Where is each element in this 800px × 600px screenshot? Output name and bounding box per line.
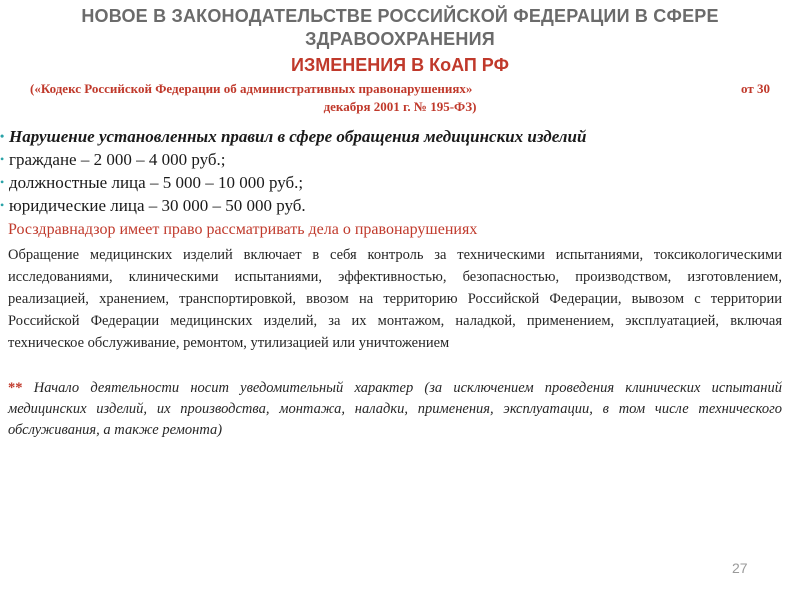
source-line-2: декабря 2001 г. № 195-ФЗ) <box>323 99 477 114</box>
bullet-icon: • <box>0 152 5 166</box>
authority-statement: Росздравнадзор имеет право рассматривать дела о правонарушениях <box>8 221 478 238</box>
bullet-icon: • <box>0 129 5 143</box>
source-reference <box>30 80 770 116</box>
bullet-item <box>0 194 790 217</box>
page-number: 27 <box>732 560 748 576</box>
bullet-item <box>0 148 790 171</box>
source-right: от 30 <box>741 81 770 96</box>
bullet-item <box>0 171 790 194</box>
source-row <box>30 80 770 98</box>
note-text: Начало деятельности носит уведомительный характер (за исключением проведения клинических испытаний медицинских изделий, их производства, монтажа, наладки, применения, эксплуатации, в том числе технического обслуживания, а также ремонта) <box>8 380 782 438</box>
note-paragraph <box>8 378 782 441</box>
bullet-icon: • <box>0 175 5 189</box>
title-block <box>0 5 800 77</box>
bullet-text: Нарушение установленных правил в сфере обращения медицинских изделий <box>9 127 587 146</box>
slide-subtitle: ИЗМЕНЕНИЯ В КоАП РФ <box>291 55 509 75</box>
bullet-list <box>0 125 790 217</box>
bullet-item <box>0 125 790 148</box>
note-marker: ** <box>8 380 23 396</box>
slide-title-line-1: НОВОЕ В ЗАКОНОДАТЕЛЬСТВЕ РОССИЙСКОЙ ФЕДЕРАЦИИ В СФЕРЕ <box>81 6 719 26</box>
bullet-text: граждане – 2 000 – 4 000 руб.; <box>9 150 226 169</box>
bullet-text: должностные лица – 5 000 – 10 000 руб.; <box>9 173 304 192</box>
source-left: («Кодекс Российской Федерации об административных правонарушениях» <box>30 81 473 96</box>
definition-paragraph: Обращение медицинских изделий включает в себя контроль за техническими испытаниями, токсикологическими исследованиями, клиническими испытаниями, эффективностью, безопасностью, производством, изготовлением, реализацией, хранением, транспортировкой, ввозом на территорию Российской Федерации, вывозом с территории Российской Федерации медицинских изделий, за их монтажом, наладкой, применением, эксплуатацией, включая техническое обслуживание, ремонтом, утилизацией или уничтожением <box>8 247 782 351</box>
bullet-text: юридические лица – 30 000 – 50 000 руб. <box>9 196 306 215</box>
slide-title-line-2: ЗДРАВООХРАНЕНИЯ <box>305 29 495 49</box>
bullet-icon: • <box>0 198 5 212</box>
